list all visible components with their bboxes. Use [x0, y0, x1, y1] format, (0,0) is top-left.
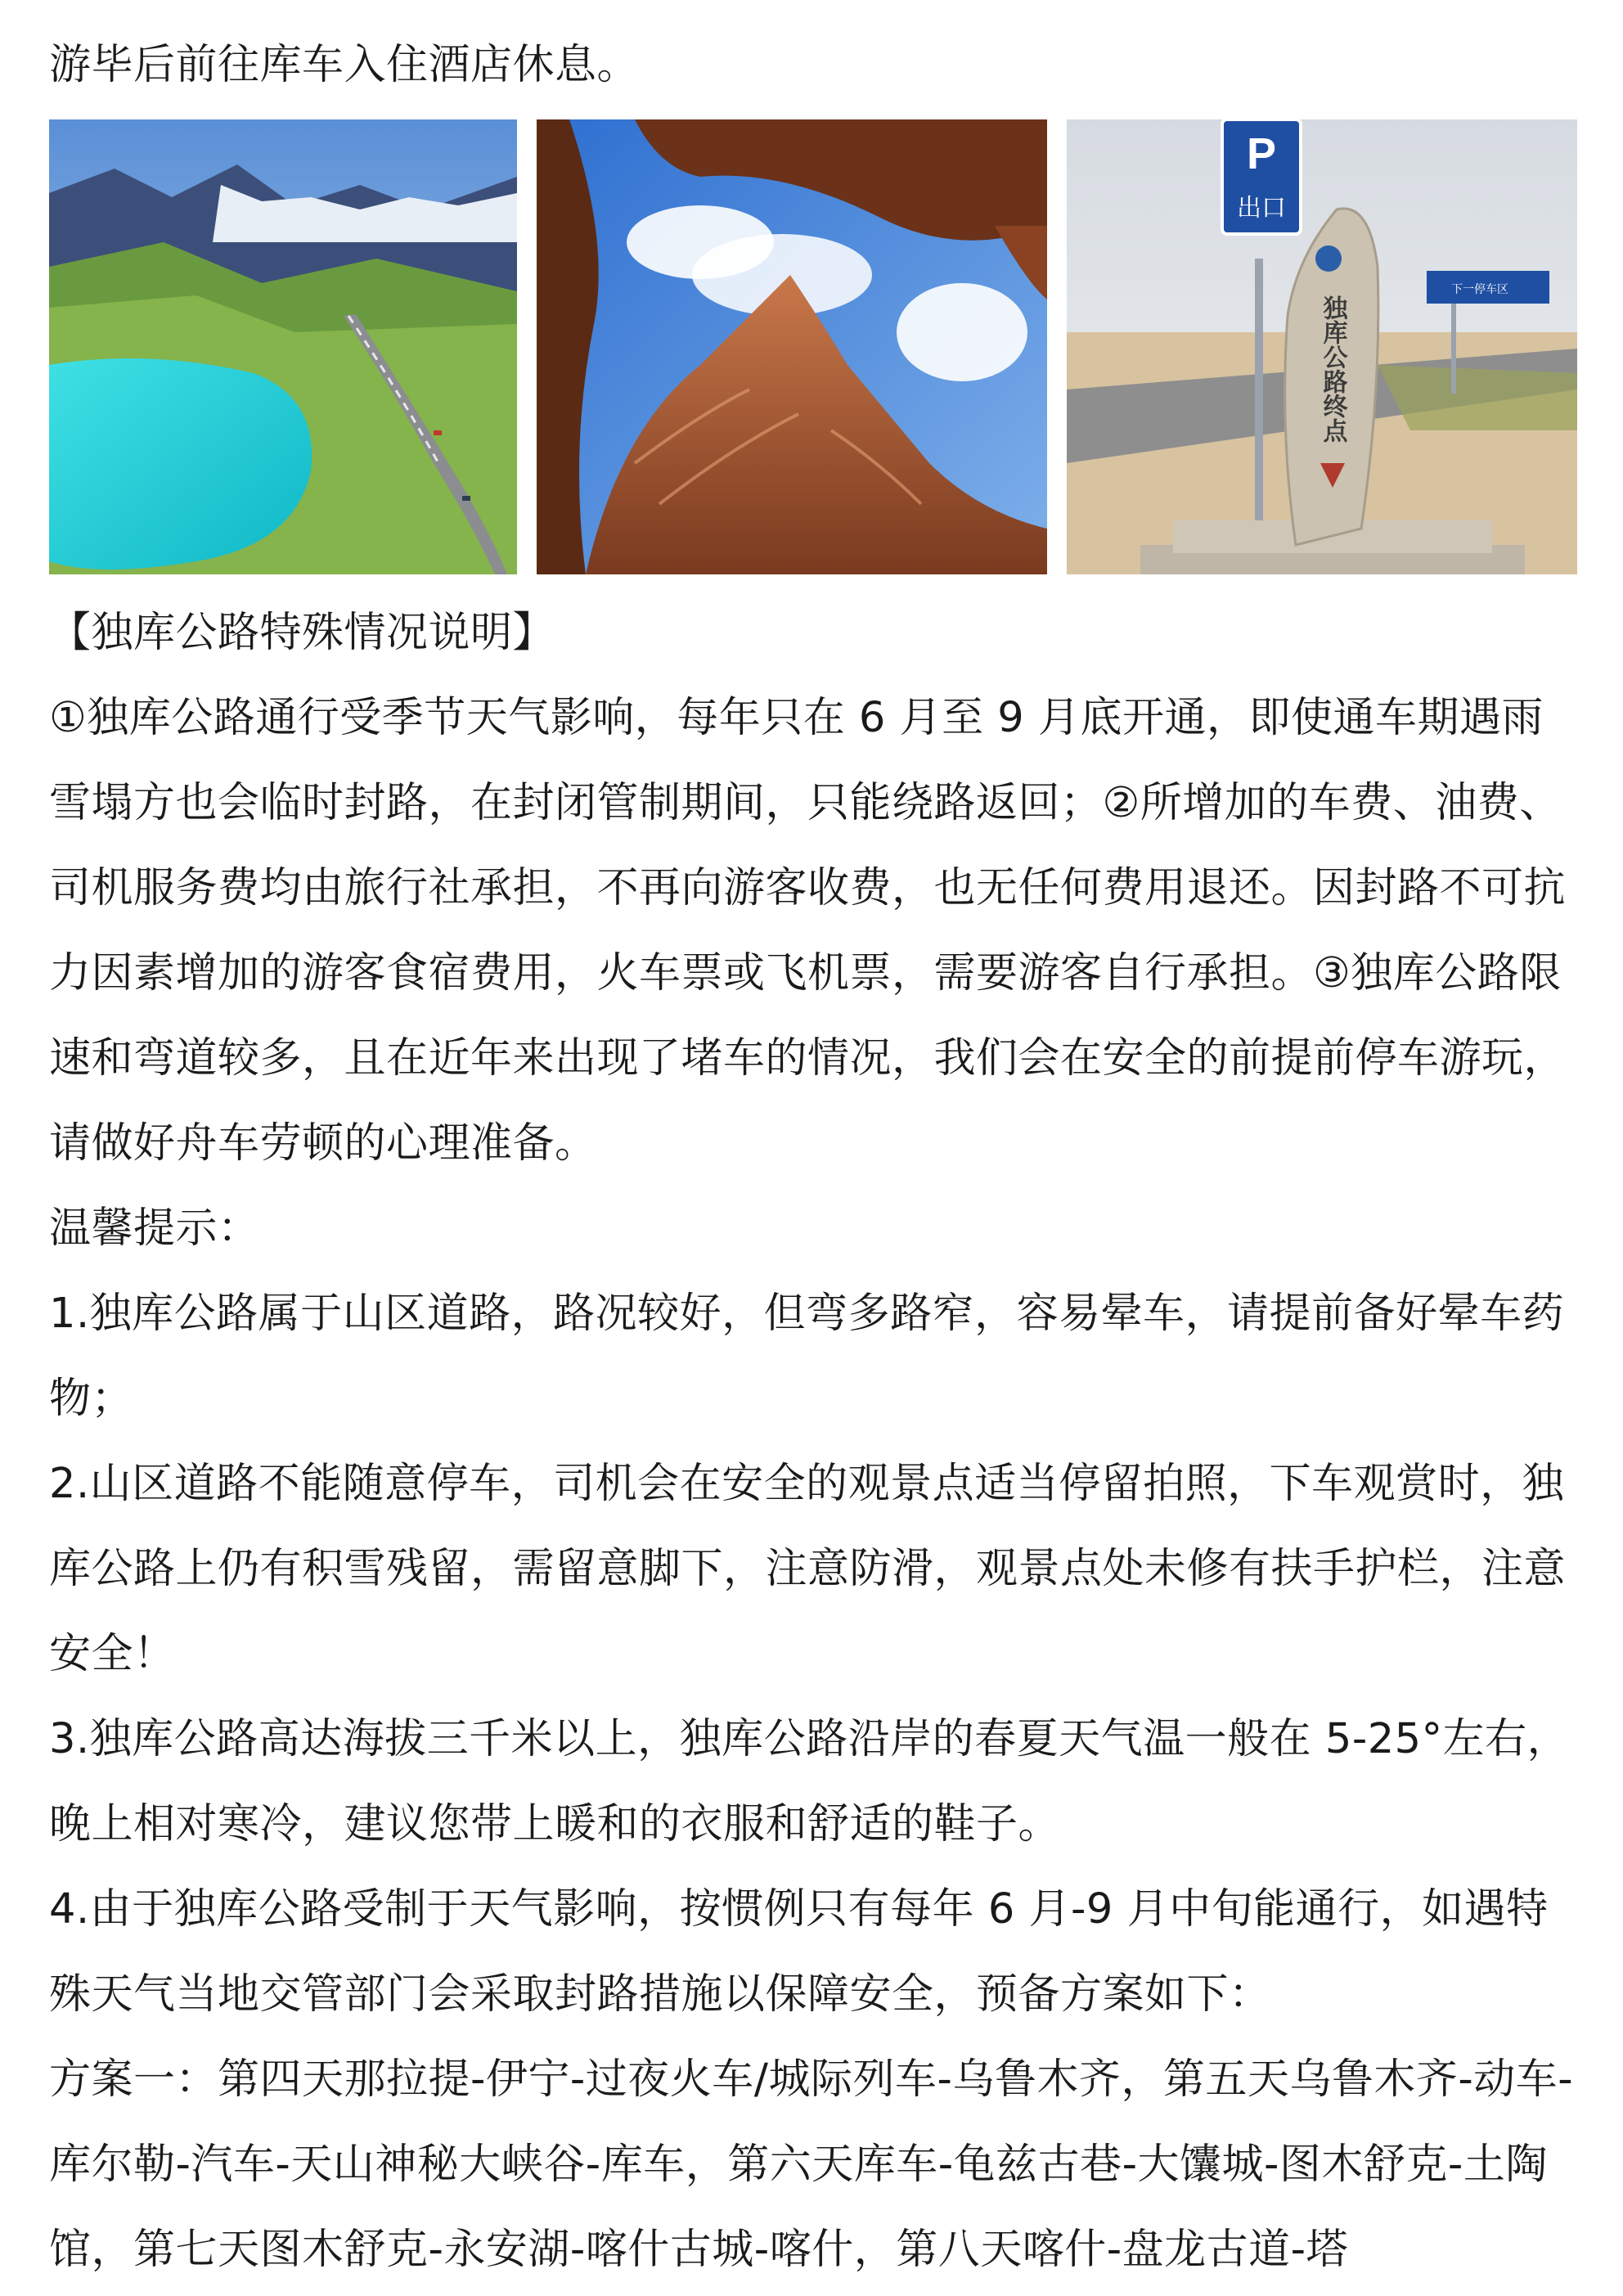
- road-sign-text: 下一停车区: [1451, 283, 1508, 296]
- stone-marker-text: 独库公路终点: [1318, 295, 1347, 443]
- plan-one-paragraph: 方案一：第四天那拉提-伊宁-过夜火车/城际列车-乌鲁木齐，第五天乌鲁木齐-动车-库尔勒-汽车-天山神秘大峡谷-库车，第六天库车-龟兹古巷-大馕城-图木舒克-土陶馆，第七天图木舒克-永安湖-喀什古城-喀什，第八天喀什-盘龙古道-塔: [49, 2055, 1574, 2274]
- parking-letter: P: [1246, 129, 1277, 178]
- tip-item: 4.由于独库公路受制于天气影响，按惯例只有每年 6 月-9 月中旬能通行，如遇特殊天气当地交管部门会采取封路措施以保障安全，预备方案如下：: [49, 1885, 1549, 2019]
- road-end-marker-photo: [1067, 119, 1577, 574]
- notice-paragraph: ①独库公路通行受季节天气影响，每年只在 6 月至 9 月底开通，即使通车期遇雨雪塌方也会临时封路，在封闭管制期间，只能绕路返回；②所增加的车费、油费、司机服务费均由旅行社承担，不再向游客收费，也无任何费用退还。因封路不可抗力因素增加的游客食宿费用，火车票或飞机票，需要游客自行承担。③独库公路限速和弯道较多，且在近年来出现了堵车的情况，我们会在安全的前提前停车游玩，请做好舟车劳顿的心理准备。: [49, 694, 1567, 1168]
- parking-exit-text: 出口: [1237, 194, 1286, 223]
- section-heading: 【独库公路特殊情况说明】: [49, 609, 555, 657]
- tip-item: 1.独库公路属于山区道路，路况较好，但弯多路窄，容易晕车，请提前备好晕车药物；: [49, 1290, 1565, 1423]
- tips-heading: 温馨提示：: [49, 1204, 260, 1253]
- tip-item: 2.山区道路不能随意停车，司机会在安全的观景点适当停留拍照，下车观赏时，独库公路上仍有积雪残留，需留意脚下，注意防滑，观景点处未修有扶手护栏，注意安全！: [49, 1460, 1567, 1678]
- photo-row: [49, 119, 1577, 574]
- red-canyon-photo: [537, 119, 1047, 574]
- tip-item: 3.独库公路高达海拔三千米以上，独库公路沿岸的春夏天气温一般在 5-25°左右，晚上相对寒冷，建议您带上暖和的衣服和舒适的鞋子。: [49, 1715, 1570, 1848]
- mountain-lake-road-photo: [49, 119, 517, 574]
- intro-line: 游毕后前往库车入住酒店休息。: [49, 41, 640, 89]
